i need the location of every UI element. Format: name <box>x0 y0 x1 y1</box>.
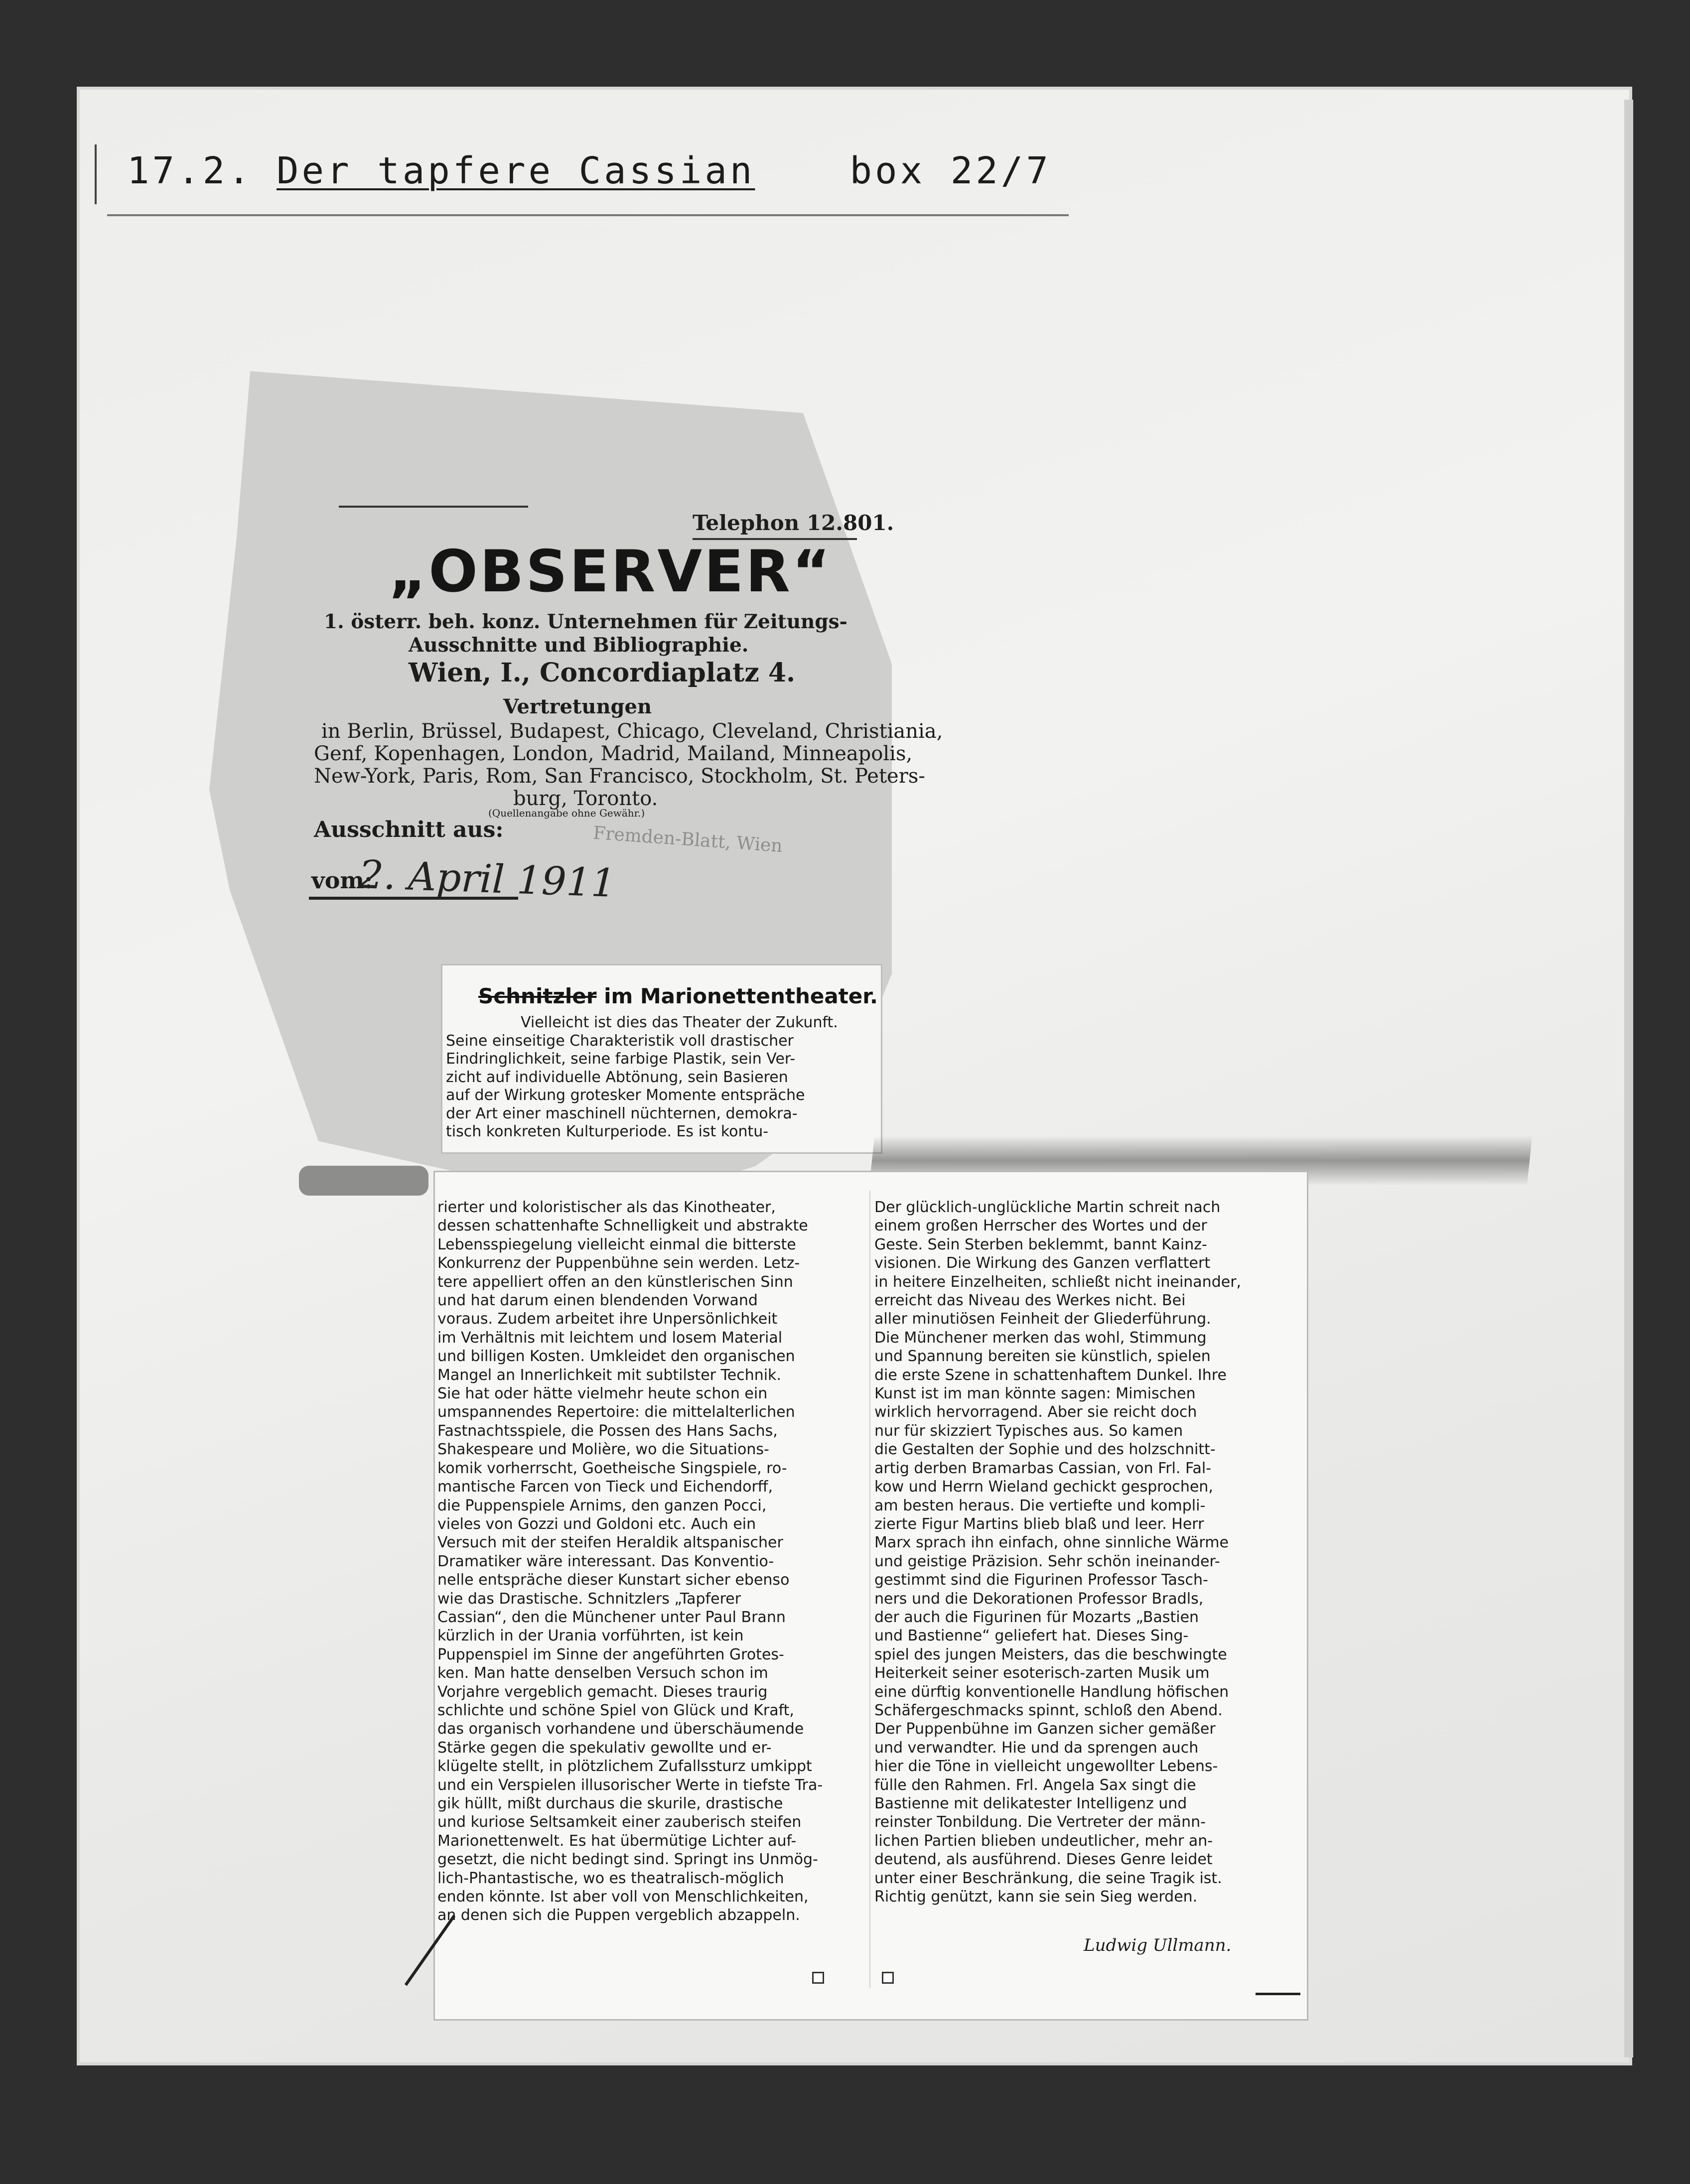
observer-source-stamp: Fremden-Blatt, Wien <box>592 822 783 857</box>
article-line: gestimmt sind die Figurinen Professor Tasch- <box>874 1571 1208 1589</box>
observer-source-note: (Quellenangabe ohne Gewähr.) <box>488 807 645 819</box>
article-line: unter einer Beschränkung, die seine Tragik ist. <box>874 1869 1222 1887</box>
article-line: einem großen Herrscher des Wortes und der <box>874 1217 1207 1235</box>
article-line: Marionettenwelt. Es hat übermütige Lichter auf- <box>437 1832 797 1850</box>
article-line: das organisch vorhandene und überschäumende <box>437 1720 804 1738</box>
signature-rule <box>1256 1993 1300 1995</box>
clipping-corner-mark <box>812 1972 824 1984</box>
article-line: Die Münchener merken das wohl, Stimmung <box>874 1329 1207 1347</box>
article-line: Richtig genützt, kann sie sein Sieg werden. <box>874 1888 1198 1906</box>
article-line: lich-Phantastische, wo es theatralisch-möglich <box>437 1869 784 1887</box>
clipping-intro <box>446 1014 874 1141</box>
article-line: kow und Herrn Wieland gechickt gesprochen, <box>874 1478 1213 1496</box>
article-line: umspannendes Repertoire: die mittelalterlichen <box>437 1403 795 1421</box>
article-line: ners und die Dekorationen Professor Bradls, <box>874 1590 1204 1608</box>
article-line: zierte Figur Martins blieb blaß und leer. Herr <box>874 1515 1204 1533</box>
intro-line: Vielleicht ist dies das Theater der Zukunft. <box>521 1014 838 1031</box>
article-line: Dramatiker wäre interessant. Das Konventio- <box>437 1552 774 1570</box>
observer-cities-4: burg, Toronto. <box>513 787 658 810</box>
article-line: im Verhältnis mit leichtem und losem Material <box>437 1329 783 1347</box>
article-line: tere appelliert offen an den künstlerischen Sinn <box>437 1273 793 1291</box>
intro-line: zicht auf individuelle Abtönung, sein Basieren <box>446 1068 788 1086</box>
shadow-band-left <box>299 1166 428 1196</box>
article-line: dessen schattenhafte Schnelligkeit und abstrakte <box>437 1217 808 1235</box>
intro-line: der Art einer maschinell nüchternen, demokra- <box>446 1104 798 1122</box>
observer-phone: Telephon 12.801. <box>693 511 857 540</box>
observer-subtitle-1: 1. österr. beh. konz. Unternehmen für Zeitungs- <box>324 610 847 633</box>
headline-struck-name: Schnitzler <box>478 984 597 1008</box>
header-rule <box>107 214 1069 216</box>
article-column-right <box>874 1198 1293 1906</box>
observer-brand: „OBSERVER“ <box>389 538 832 605</box>
article-line: Mangel an Innerlichkeit mit subtilster Technik. <box>437 1366 781 1384</box>
article-line: rierter und koloristischer als das Kinotheater, <box>437 1199 776 1216</box>
observer-handwritten-date: 2. April 1911 <box>358 852 617 906</box>
intro-line: auf der Wirkung grotesker Momente entspräche <box>446 1087 805 1104</box>
intro-line: Seine einseitige Charakteristik voll drastischer <box>446 1032 794 1050</box>
article-line: und verwandter. Hie und da sprengen auch <box>874 1739 1199 1757</box>
archive-header <box>127 149 1051 192</box>
article-line: enden könnte. Ist aber voll von Menschlichkeiten, <box>437 1888 809 1906</box>
article-line: fülle den Rahmen. Frl. Angela Sax singt die <box>874 1776 1196 1794</box>
article-line: in heitere Einzelheiten, schließt nicht ineinander, <box>874 1273 1242 1291</box>
article-line: und geistige Präzision. Sehr schön ineinander- <box>874 1552 1220 1570</box>
article-line: klügelte stellt, in plötzlichem Zufallssturz umkippt <box>437 1758 812 1775</box>
article-line: Stärke gegen die spekulativ gewollte und er- <box>437 1739 772 1757</box>
column-separator <box>869 1191 870 1988</box>
observer-ausschnitt-label: Ausschnitt aus: <box>314 817 504 842</box>
article-line: Cassian“, den die Münchener unter Paul Brann <box>437 1608 786 1626</box>
article-line: lichen Partien blieben undeutlicher, mehr an- <box>874 1832 1213 1850</box>
clipping-headline <box>478 984 878 1008</box>
observer-subtitle-2: Ausschnitte und Bibliographie. <box>409 634 749 657</box>
article-line: Marx sprach ihn einfach, ohne sinnliche Wärme <box>874 1534 1229 1552</box>
article-line: und kuriose Seltsamkeit einer zauberisch steifen <box>437 1813 802 1831</box>
article-line: der auch die Figurinen für Mozarts „Bastien <box>874 1608 1199 1626</box>
sheet-edge <box>1624 100 1633 2057</box>
article-line: Lebensspiegelung vielleicht einmal die bitterste <box>437 1235 796 1253</box>
header-box: box 22/7 <box>849 149 1051 192</box>
article-line: hier die Töne in vielleicht ungewollter Lebens- <box>874 1758 1218 1775</box>
article-line: gik hüllt, mißt durchaus die skurile, drastische <box>437 1795 783 1812</box>
observer-vom-label: vom: <box>311 867 373 894</box>
article-line: die Puppenspiele Arnims, den ganzen Pocci, <box>437 1497 767 1514</box>
article-line: voraus. Zudem arbeitet ihre Unpersönlichkeit <box>437 1310 778 1328</box>
article-line: deutend, als ausführend. Dieses Genre leidet <box>874 1851 1213 1869</box>
observer-cities-1: in Berlin, Brüssel, Budapest, Chicago, Cleveland, Christiania, <box>321 720 943 743</box>
article-line: schlichte und schöne Spiel von Glück und Kraft, <box>437 1701 794 1719</box>
observer-cities-3: New-York, Paris, Rom, San Francisco, Stockholm, St. Peters- <box>314 765 925 788</box>
article-line: mantische Farcen von Tieck und Eichendorff, <box>437 1478 773 1496</box>
article-line: reinster Tonbildung. Die Vertreter der männ- <box>874 1813 1206 1831</box>
article-line: und ein Verspielen illusorischer Werte in tiefste Tra- <box>437 1776 823 1794</box>
article-line: Der Puppenbühne im Ganzen sicher gemäßer <box>874 1720 1216 1738</box>
article-line: Heiterkeit seiner esoterisch-zarten Musik um <box>874 1664 1210 1682</box>
article-line: wie das Drastische. Schnitzlers „Tapferer <box>437 1590 741 1608</box>
article-line: und Bastienne“ geliefert hat. Dieses Sing- <box>874 1627 1189 1645</box>
header-number: 17.2. <box>127 149 253 192</box>
article-line: artig derben Bramarbas Cassian, von Frl. Fal- <box>874 1459 1212 1477</box>
article-line: Der glücklich-unglückliche Martin schreit nach <box>874 1199 1221 1216</box>
article-line: eine dürftig konventionelle Handlung höfischen <box>874 1683 1229 1701</box>
article-line: Schäfergeschmacks spinnt, schloß den Abend. <box>874 1701 1223 1719</box>
article-line: wirklich hervorragend. Aber sie reicht doch <box>874 1403 1197 1421</box>
observer-cities-2: Genf, Kopenhagen, London, Madrid, Mailand, Minneapolis, <box>314 742 913 765</box>
article-line: Fastnachtsspiele, die Possen des Hans Sachs, <box>437 1422 778 1440</box>
article-line: an denen sich die Puppen vergeblich abzappeln. <box>437 1907 800 1924</box>
article-line: spiel des jungen Meisters, das die beschwingte <box>874 1645 1227 1663</box>
article-column-left <box>437 1198 851 1925</box>
headline-rest: im Marionettentheater. <box>596 984 878 1008</box>
header-title: Der tapfere Cassian <box>277 149 755 192</box>
article-line: und billigen Kosten. Umkleidet den organischen <box>437 1348 795 1365</box>
article-line: nur für skizziert Typisches aus. So kamen <box>874 1422 1183 1440</box>
article-line: Vorjahre vergeblich gemacht. Dieses traurig <box>437 1683 768 1701</box>
article-line: Puppenspiel im Sinne der angeführten Grotes- <box>437 1645 784 1663</box>
clipping-corner-mark <box>882 1972 894 1984</box>
article-line: komik vorherrscht, Goetheische Singspiele, ro- <box>437 1459 787 1477</box>
article-line: kürzlich in der Urania vorführten, ist kein <box>437 1627 744 1645</box>
observer-top-rule <box>339 506 528 508</box>
article-line: und Spannung bereiten sie künstlich, spielen <box>874 1348 1211 1365</box>
intro-line: tisch konkreten Kulturperiode. Es ist kontu- <box>446 1123 769 1140</box>
article-line: die erste Szene in schattenhaftem Dunkel. Ihre <box>874 1366 1227 1384</box>
article-line: Konkurrenz der Puppenbühne sein werden. Letz- <box>437 1254 800 1272</box>
article-line: vieles von Gozzi und Goldoni etc. Auch ein <box>437 1515 756 1533</box>
article-line: Bastienne mit delikatester Intelligenz und <box>874 1795 1187 1812</box>
article-line: Kunst ist im man könnte sagen: Mimischen <box>874 1385 1196 1403</box>
observer-vertretungen: Vertretungen <box>503 695 652 718</box>
observer-address: Wien, I., Concordiaplatz 4. <box>409 658 796 688</box>
article-line: Geste. Sein Sterben beklemmt, bannt Kainz- <box>874 1235 1207 1253</box>
article-line: visionen. Die Wirkung des Ganzen verflattert <box>874 1254 1211 1272</box>
article-line: Shakespeare und Molière, wo die Situations- <box>437 1441 769 1459</box>
article-line: und hat darum einen blendenden Vorwand <box>437 1292 758 1310</box>
article-line: Versuch mit der steifen Heraldik altspanischer <box>437 1534 783 1552</box>
article-line: die Gestalten der Sophie und des holzschnitt- <box>874 1441 1216 1459</box>
header-tick-mark <box>95 144 97 204</box>
article-line: erreicht das Niveau des Werkes nicht. Bei <box>874 1292 1186 1310</box>
article-line: gesetzt, die nicht bedingt sind. Springt ins Unmög- <box>437 1851 818 1869</box>
article-line: ken. Man hatte denselben Versuch schon im <box>437 1664 768 1682</box>
intro-line: Eindringlichkeit, seine farbige Plastik, sein Ver- <box>446 1050 796 1068</box>
article-signature: Ludwig Ullmann. <box>1084 1935 1232 1955</box>
article-line: Sie hat oder hätte vielmehr heute schon ein <box>437 1385 768 1403</box>
article-line: aller minutiösen Feinheit der Gliederführung. <box>874 1310 1211 1328</box>
article-line: nelle entspräche dieser Kunstart sicher ebenso <box>437 1571 790 1589</box>
article-line: am besten heraus. Die vertiefte und kompli- <box>874 1497 1206 1514</box>
